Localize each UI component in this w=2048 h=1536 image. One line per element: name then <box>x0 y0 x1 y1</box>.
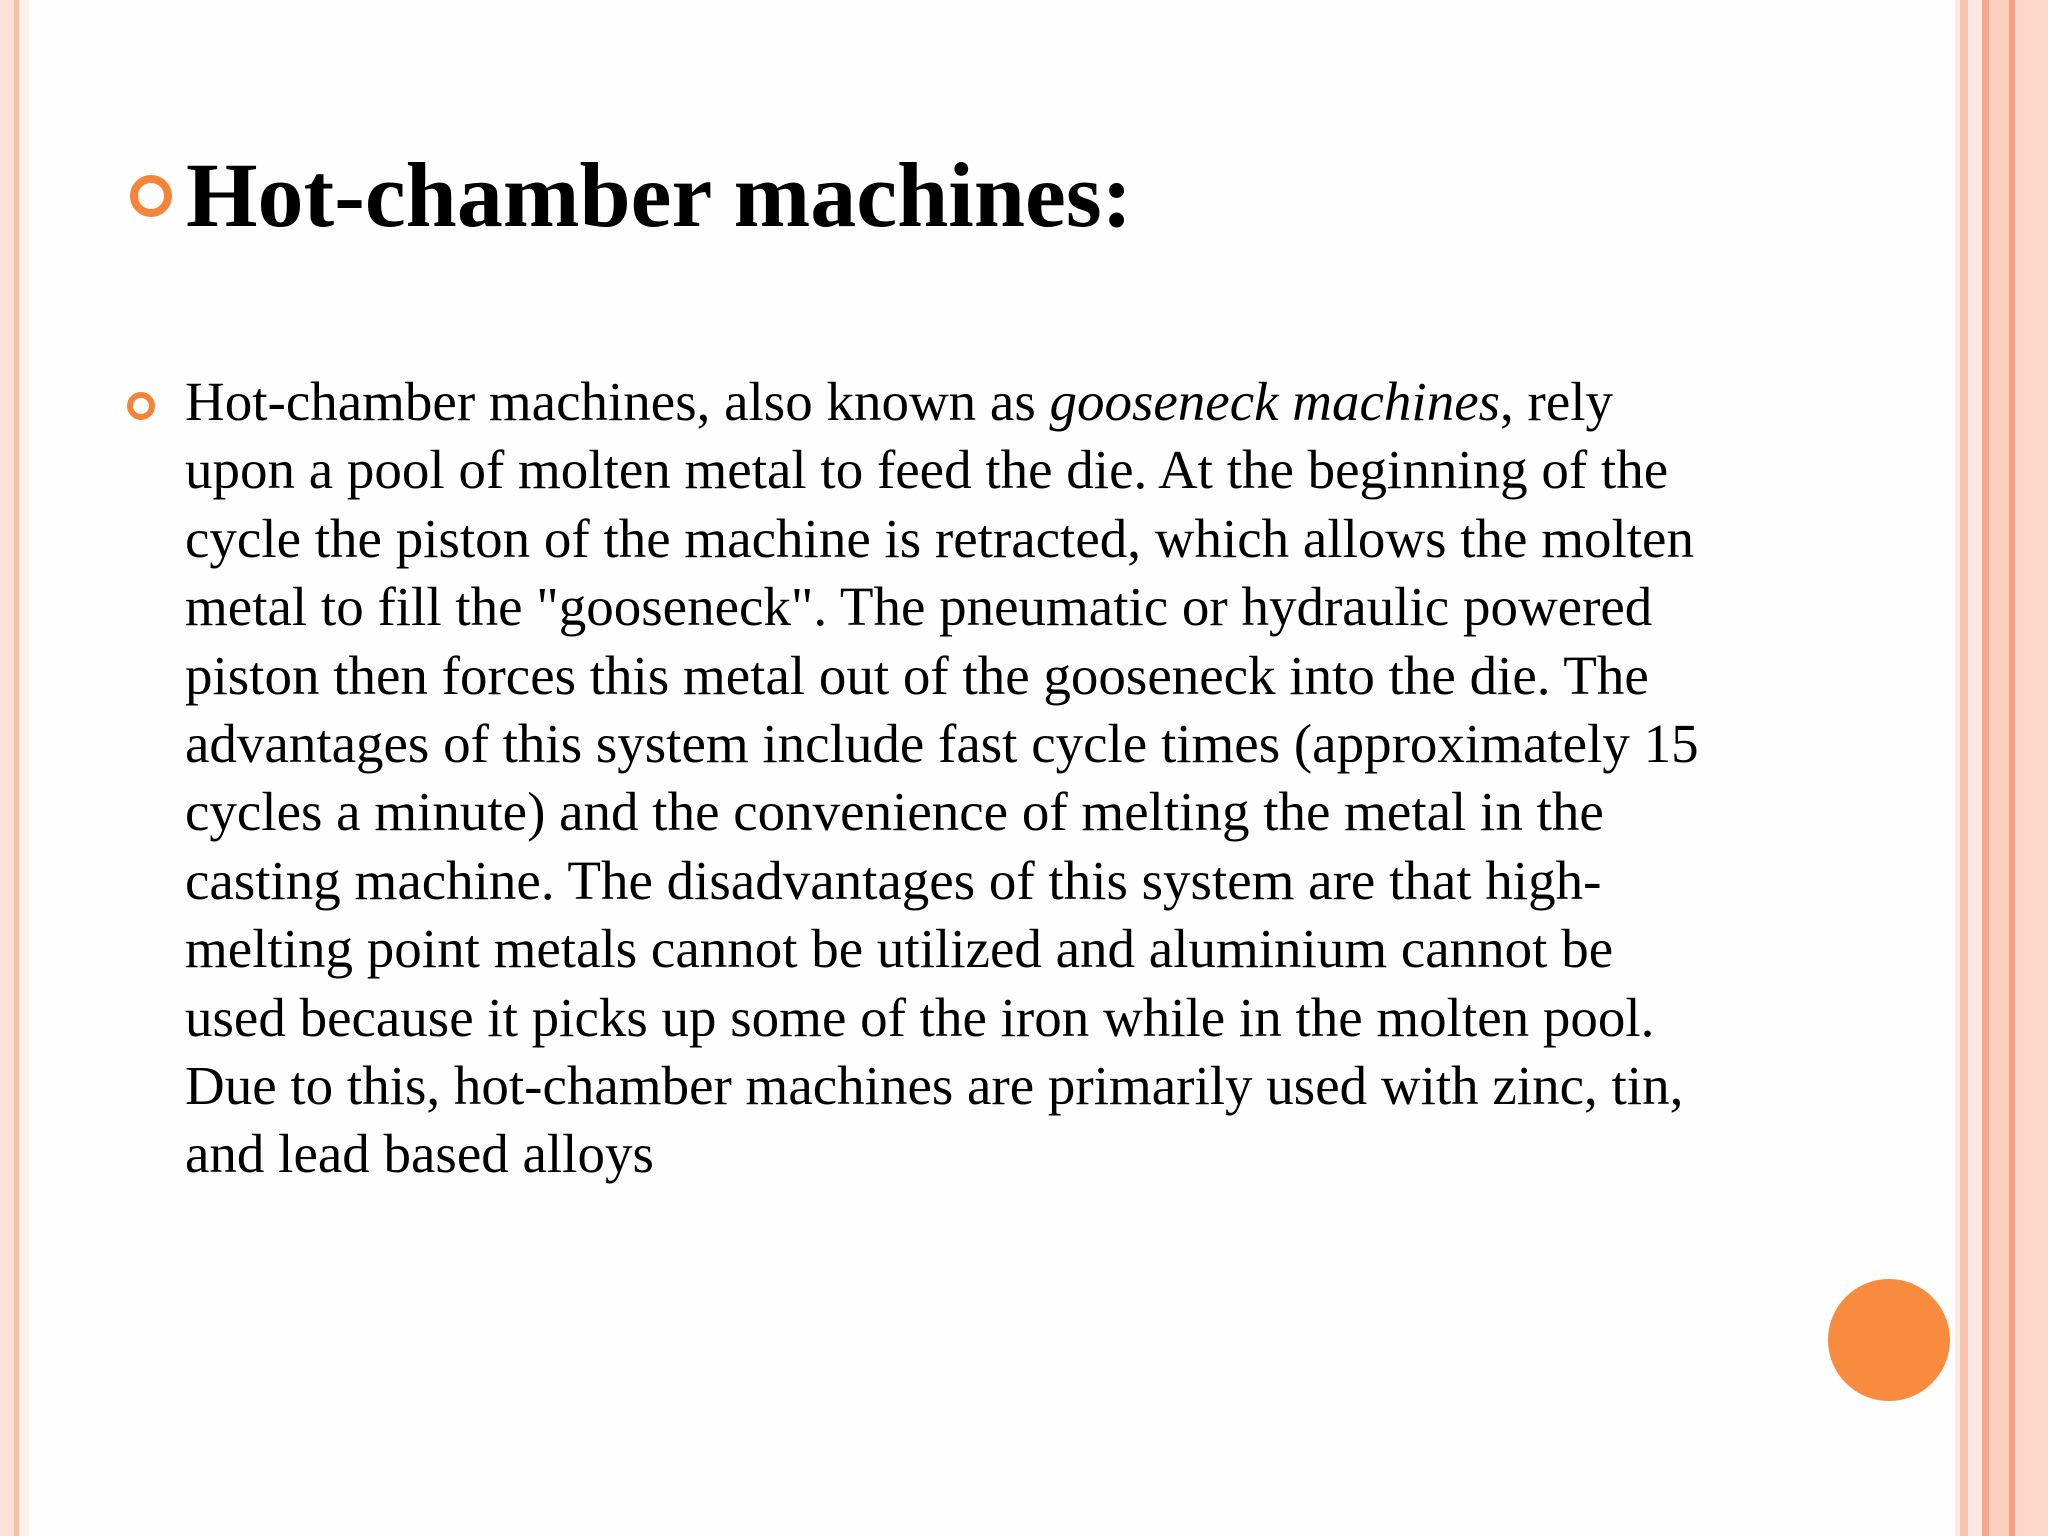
body-line <box>185 847 1745 915</box>
body-line <box>185 573 1745 641</box>
body-text-segment: metal to fill the "gooseneck". The pneumatic or hydraulic powered <box>185 576 1653 638</box>
body-line <box>185 436 1745 504</box>
right-border-stripe <box>2015 0 2048 1536</box>
left-border-stripe <box>19 0 29 1536</box>
body-line <box>185 642 1745 710</box>
body-text-segment: upon a pool of molten metal to feed the die. At the beginning of the <box>185 439 1669 501</box>
body-text-segment: Hot-chamber machines, also known as <box>185 371 1050 432</box>
title-bullet-icon <box>130 175 172 217</box>
body-line <box>185 368 1745 436</box>
body-line <box>185 1120 1745 1188</box>
body-line <box>185 778 1745 846</box>
body-text-segment: Due to this, hot-chamber machines are primarily used with zinc, tin, <box>185 1055 1684 1117</box>
body-text-segment: cycle the piston of the machine is retracted, which allows the molten <box>185 507 1694 569</box>
body-line <box>185 710 1745 778</box>
left-border-stripe <box>0 0 14 1536</box>
body-text-segment: piston then forces this metal out of the gooseneck into the die. The <box>185 644 1649 706</box>
decorative-orange-circle <box>1828 1279 1950 1401</box>
body-bullet-icon <box>127 392 155 420</box>
right-border-stripe <box>1968 0 1982 1536</box>
body-text-segment: casting machine. The disadvantages of this system are that high- <box>185 849 1602 911</box>
body-text-segment: and lead based alloys <box>185 1123 654 1185</box>
body-paragraph <box>185 368 1745 1189</box>
body-line <box>185 1052 1745 1120</box>
body-text-segment: advantages of this system include fast cycle times (approximately 15 <box>185 713 1699 775</box>
body-text-segment: , rely <box>1500 371 1614 432</box>
right-border-stripe <box>1960 0 1968 1536</box>
slide-title: Hot-chamber machines: <box>186 144 1133 246</box>
italic-term: gooseneck machines <box>1049 371 1501 432</box>
body-text-segment: melting point metals cannot be utilized and aluminium cannot be <box>185 918 1614 980</box>
body-line <box>185 915 1745 983</box>
body-text-segment: used because it picks up some of the iron while in the molten pool. <box>185 986 1655 1048</box>
body-line <box>185 984 1745 1052</box>
right-border-stripe <box>1982 0 1989 1536</box>
body-text-segment: cycles a minute) and the convenience of melting the metal in the <box>185 781 1604 843</box>
body-line <box>185 505 1745 573</box>
right-border-stripe <box>1989 0 2009 1536</box>
